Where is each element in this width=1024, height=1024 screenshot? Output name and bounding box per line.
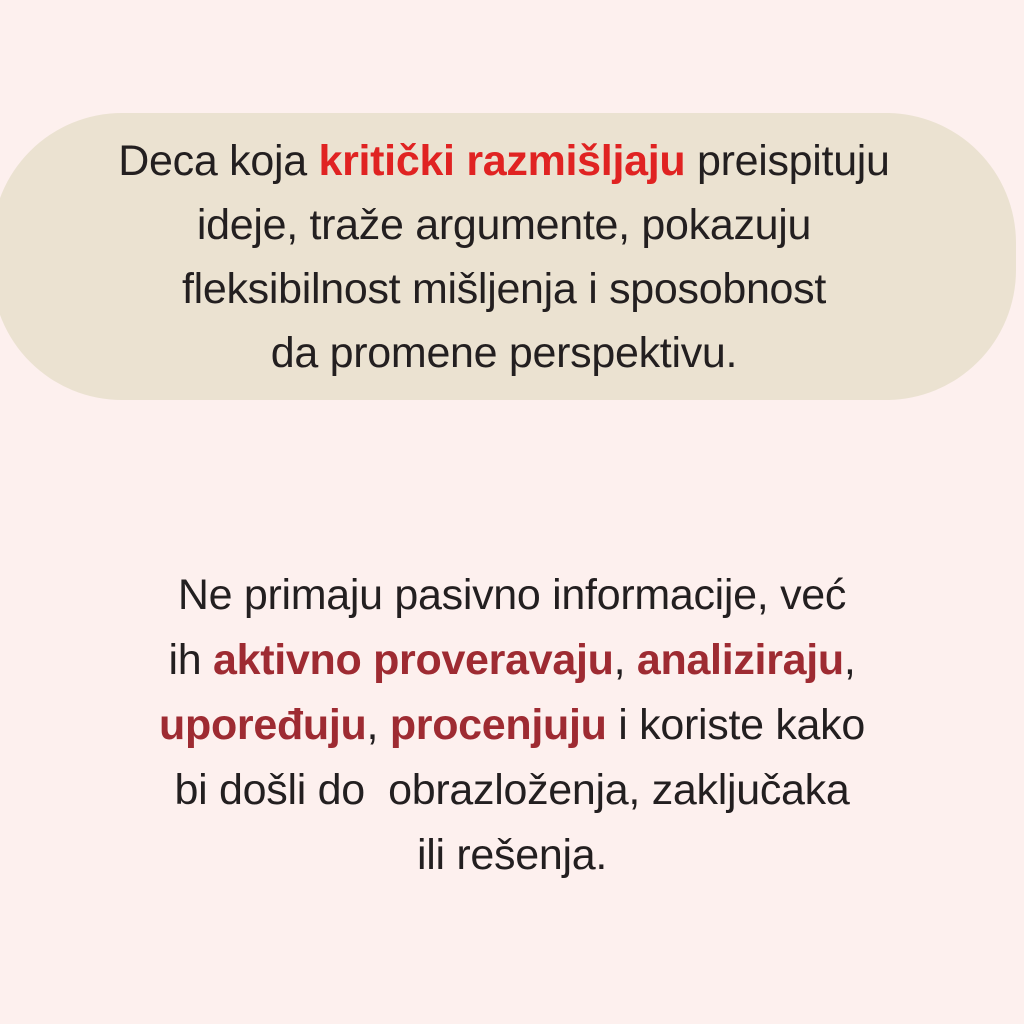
body-paragraph — [0, 563, 1024, 888]
emphasis-span: upoređuju — [159, 701, 367, 749]
text-span: ili rešenja. — [417, 831, 607, 879]
text-span: , — [843, 636, 856, 684]
text-span: , — [366, 701, 390, 749]
highlight-card — [0, 113, 1016, 400]
text-span: ideje, traže argumente, pokazuju — [196, 200, 812, 249]
text-line — [118, 257, 889, 321]
emphasis-span: procenjuju — [389, 701, 607, 749]
text-line — [118, 193, 889, 257]
text-span: Deca koja — [118, 136, 319, 185]
text-line — [0, 823, 1024, 888]
text-span: , — [613, 636, 637, 684]
text-span: bi došli do obrazloženja, zaključaka — [174, 766, 850, 814]
text-span: i koriste kako — [606, 701, 865, 749]
emphasis-span: aktivno proveravaju — [212, 636, 614, 684]
text-line — [0, 693, 1024, 758]
text-span: da promene perspektivu. — [270, 328, 738, 377]
text-span: preispituju — [685, 136, 890, 185]
emphasis-span: analiziraju — [636, 636, 844, 684]
text-span: fleksibilnost mišljenja i sposobnost — [181, 264, 827, 313]
text-span: ih — [168, 636, 213, 684]
highlight-card-paragraph — [118, 129, 889, 385]
emphasis-span: kritički razmišljaju — [318, 136, 686, 185]
text-line — [118, 129, 889, 193]
text-line — [118, 321, 889, 385]
text-line — [0, 628, 1024, 693]
text-span: Ne primaju pasivno informacije, već — [177, 571, 847, 619]
text-line — [0, 563, 1024, 628]
text-line — [0, 758, 1024, 823]
